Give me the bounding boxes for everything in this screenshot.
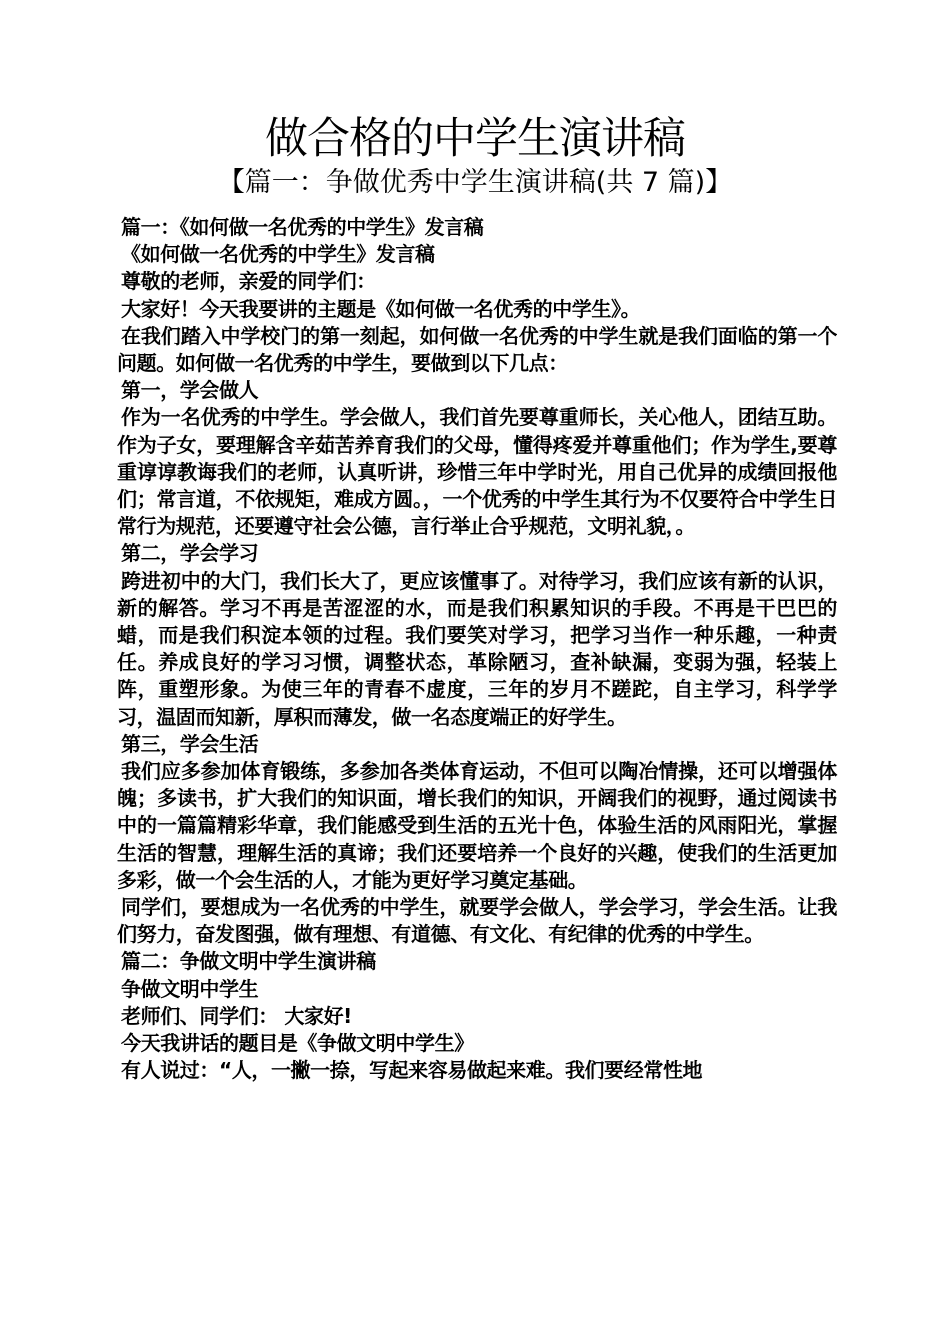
document-body [117, 214, 837, 1085]
article-title: 《如何做一名优秀的中学生》发言稿 [121, 242, 435, 267]
section-heading-2: 篇二：争做文明中学生演讲稿 [121, 949, 376, 974]
paragraph: 在我们踏入中学校门的第一刻起，如何做一名优秀的中学生就是我们面临的第一个问题。如何做一名优秀的中学生，要做到以下几点： [117, 323, 837, 376]
salutation: 尊敬的老师，亲爱的同学们： [121, 269, 376, 294]
document-subtitle: 【篇一：争做优秀中学生演讲稿(共 7 篇)】 [217, 167, 733, 198]
paragraph: 跨进初中的大门，我们长大了，更应该懂事了。对待学习，我们应该有新的认识，新的解答。学习不再是苦涩涩的水，而是我们积累知识的手段。不再是干巴巴的蜡，而是我们积淀本领的过程。我们要笑对学习，把学习当作一种乐趣，一种责任。养成良好的学习习惯，调整状态，革除陋习，查补缺漏，变弱为强，轻装上阵，重塑形象。为使三年的青春不虚度，三年的岁月不蹉跎，自主学习，科学学习，温固而知新，厚积而薄发，做一名态度端正的好学生。 [117, 568, 837, 729]
greeting: 大家好！今天我要讲的主题是《如何做一名优秀的中学生》。 [121, 296, 641, 321]
point-heading-3: 第三，学会生活 [121, 731, 259, 756]
paragraph: 作为一名优秀的中学生。学会做人，我们首先要尊重师长，关心他人，团结互助。作为子女，要理解含辛茹苦养育我们的父母，懂得疼爱并尊重他们；作为学生,要尊重谆谆教诲我们的老师，认真听讲，珍惜三年中学时光，用自己优异的成绩回报他们；常言道，不依规矩，难成方圆。，一个优秀的中学生其行为不仅要符合中学生日常行为规范，还要遵守社会公德，言行举止合乎规范，文明礼貌，。 [117, 405, 837, 539]
document-title: 做合格的中学生演讲稿 [265, 114, 685, 164]
paragraph: 今天我讲话的题目是《争做文明中学生》 [121, 1031, 474, 1056]
article-title: 争做文明中学生 [121, 976, 259, 1001]
point-heading-1: 第一，学会做人 [121, 378, 259, 403]
paragraph: 我们应多参加体育锻练，多参加各类体育运动，不但可以陶冶情操，还可以增强体魄；多读书，扩大我们的知识面，增长我们的知识，开阔我们的视野，通过阅读书中的一篇篇精彩华章，我们能感受到生活的五光十色，体验生活的风雨阳光，掌握生活的智慧，理解生活的真谛；我们还要培养一个良好的兴趣，使我们的生活更加多彩，做一个会生活的人，才能为更好学习奠定基础。 [117, 759, 837, 892]
paragraph: 同学们，要想成为一名优秀的中学生，就要学会做人，学会学习，学会生活。让我们努力，奋发图强，做有理想、有道德、有文化、有纪律的优秀的中学生。 [117, 895, 837, 947]
paragraph: 有人说过：“人，一撇一捺，写起来容易做起来难。我们要经常性地 [121, 1058, 703, 1083]
section-heading-1: 篇一：《如何做一名优秀的中学生》发言稿 [121, 215, 484, 239]
point-heading-2: 第二，学会学习 [121, 541, 259, 566]
salutation: 老师们、同学们： 大家好! [121, 1003, 352, 1028]
